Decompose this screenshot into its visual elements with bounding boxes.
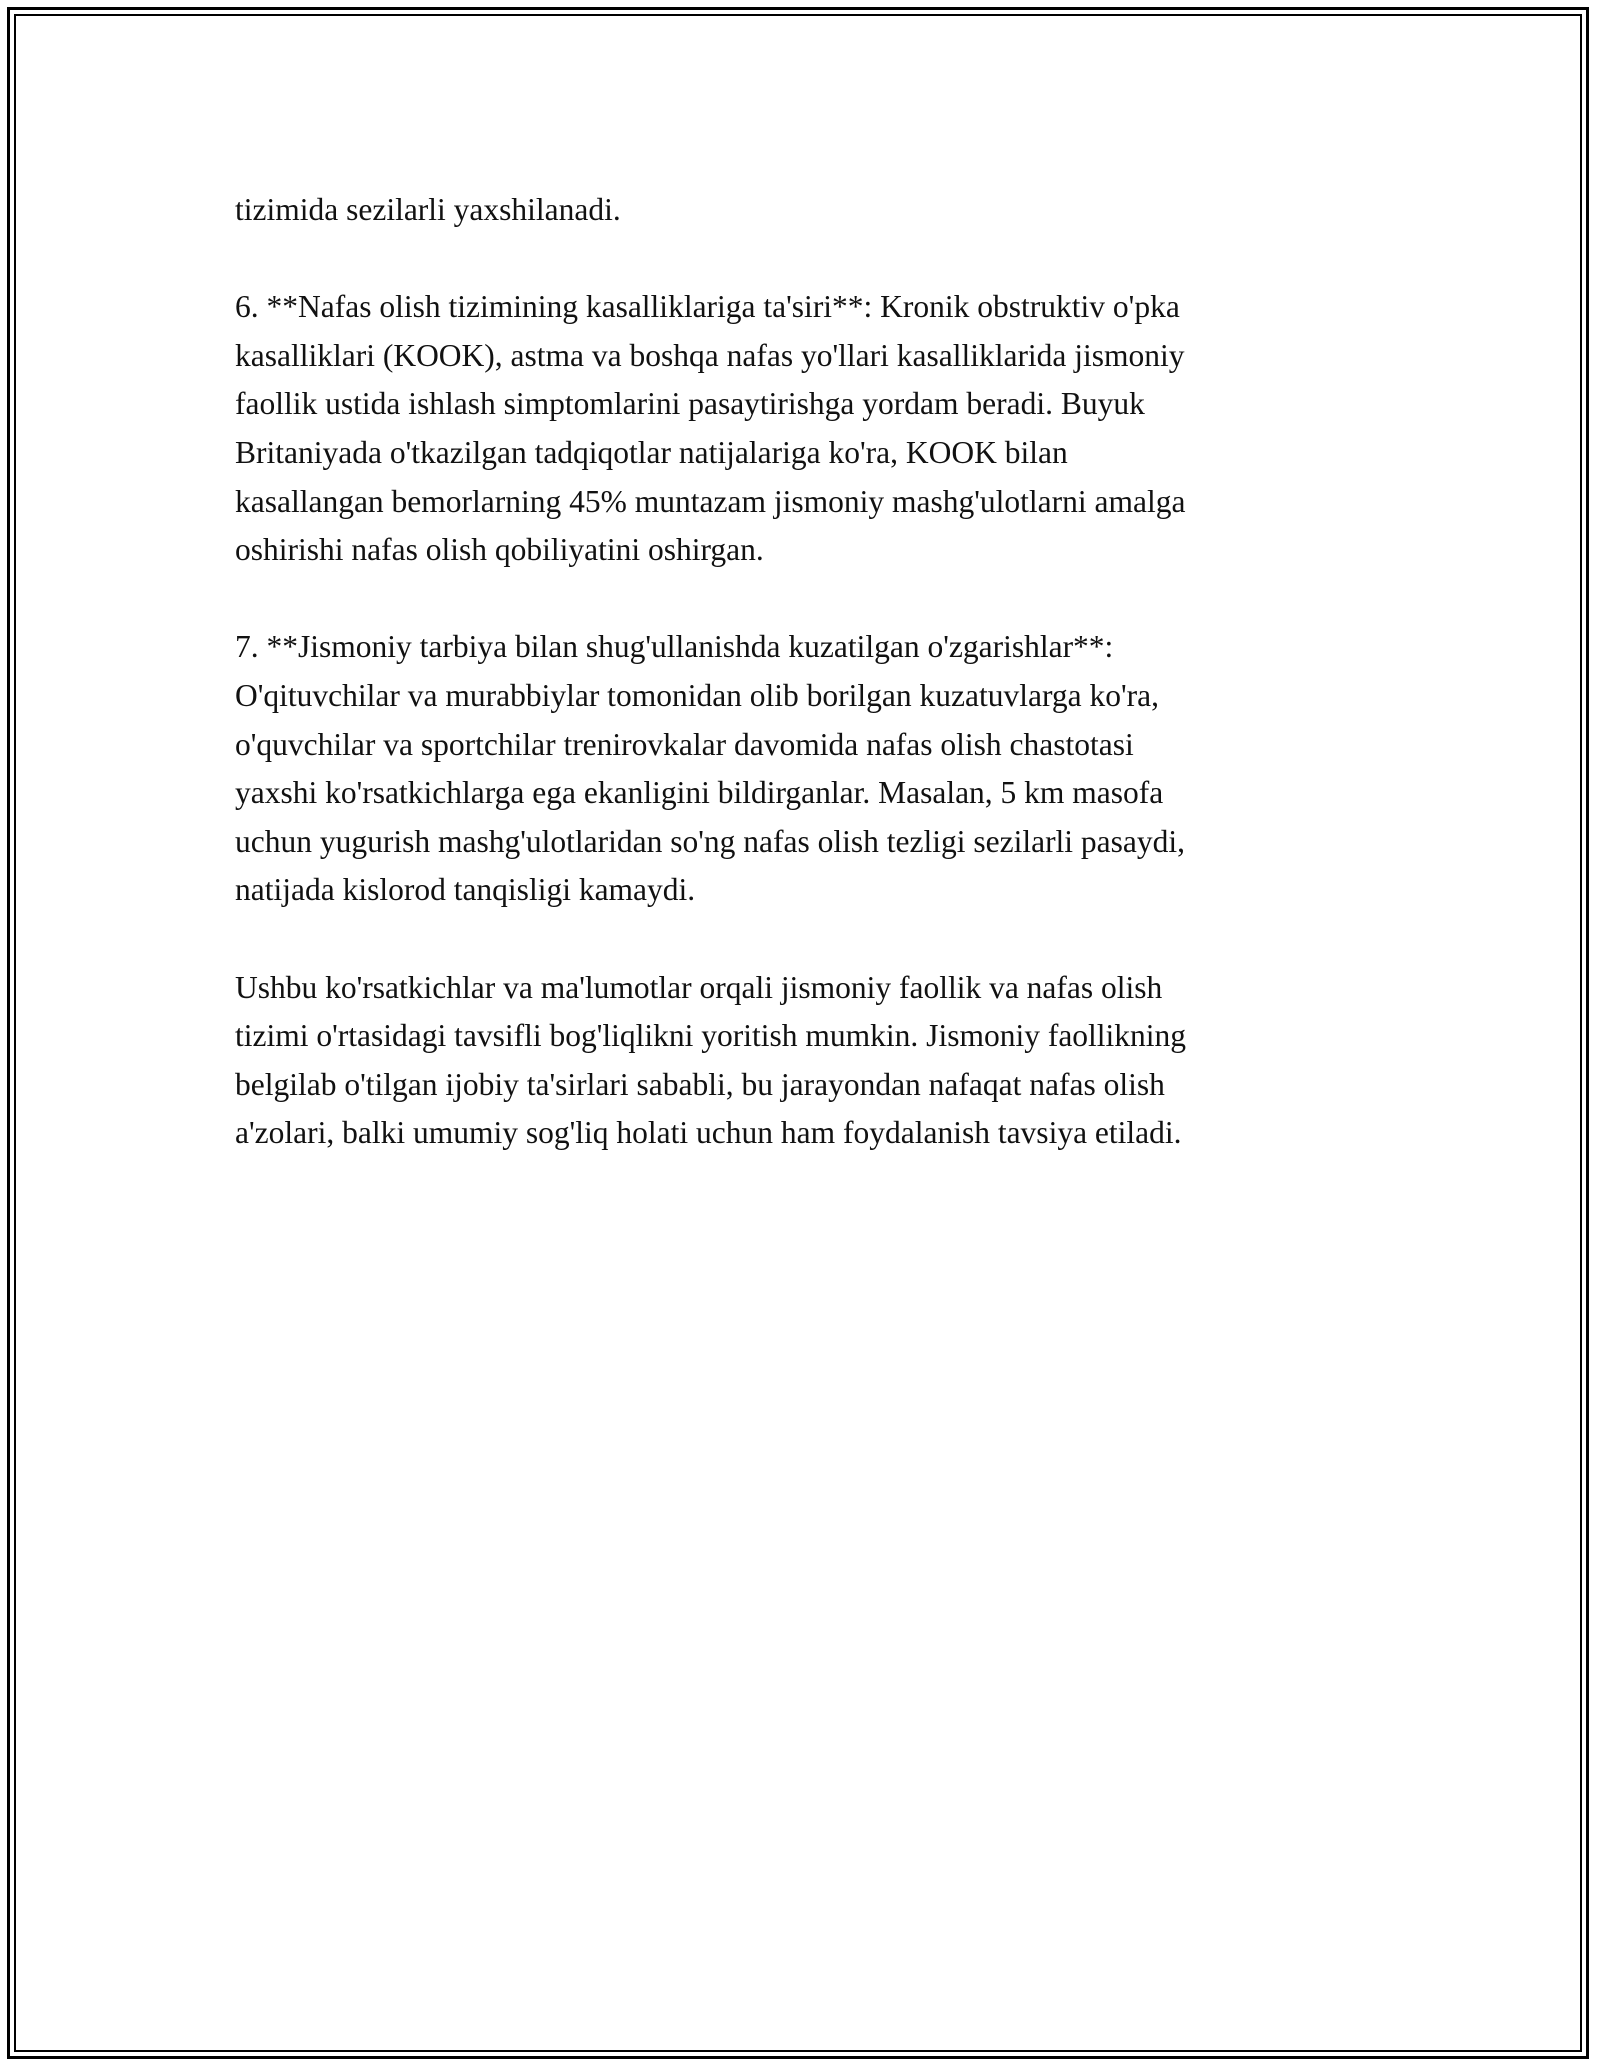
text-line: tizimida sezilarli yaxshilanadi. xyxy=(235,192,621,227)
text-line: 7. **Jismoniy tarbiya bilan shug'ullanishda kuzatilgan o'zgarishlar**: xyxy=(235,629,1114,665)
text-line: oshirishi nafas olish qobiliyatini oshirgan. xyxy=(235,532,764,568)
text-line: 6. **Nafas olish tizimining kasalliklariga ta'siri**: Kronik obstruktiv o'pka xyxy=(235,289,1180,325)
paragraph-conclusion xyxy=(235,964,1365,1158)
text-line: o'quvchilar va sportchilar trenirovkalar davomida nafas olish chastotasi xyxy=(235,726,1134,762)
text-line: uchun yugurish mashg'ulotlaridan so'ng nafas olish tezligi sezilarli pasaydi, xyxy=(235,823,1186,859)
paragraph-continuation xyxy=(235,186,1365,235)
text-line: a'zolari, balki umumiy sog'liq holati uchun ham foydalanish tavsiya etiladi. xyxy=(235,1115,1182,1151)
text-line: faollik ustida ishlash simptomlarini pasaytirishga yordam beradi. Buyuk xyxy=(235,386,1145,422)
text-line: natijada kislorod tanqisligi kamaydi. xyxy=(235,872,696,908)
text-line: kasallangan bemorlarning 45% muntazam jismoniy mashg'ulotlarni amalga xyxy=(235,483,1186,519)
text-line: belgilab o'tilgan ijobiy ta'sirlari sababli, bu jarayondan nafaqat nafas olish xyxy=(235,1066,1165,1102)
text-line: tizimi o'rtasidagi tavsifli bog'liqlikni yoritish mumkin. Jismoniy faollikning xyxy=(235,1018,1187,1054)
text-line: yaxshi ko'rsatkichlarga ega ekanligini bildirganlar. Masalan, 5 km masofa xyxy=(235,775,1164,811)
text-line: kasalliklari (KOOK), astma va boshqa nafas yo'llari kasalliklarida jismoniy xyxy=(235,337,1185,373)
text-line: Britaniyada o'tkazilgan tadqiqotlar natijalariga ko'ra, KOOK bilan xyxy=(235,434,1068,470)
paragraph-item-6 xyxy=(235,283,1365,575)
text-line: O'qituvchilar va murabbiylar tomonidan olib borilgan kuzatuvlarga ko'ra, xyxy=(235,677,1160,713)
document-body xyxy=(235,186,1365,1206)
text-line: Ushbu ko'rsatkichlar va ma'lumotlar orqali jismoniy faollik va nafas olish xyxy=(235,969,1163,1005)
paragraph-item-7 xyxy=(235,623,1365,915)
